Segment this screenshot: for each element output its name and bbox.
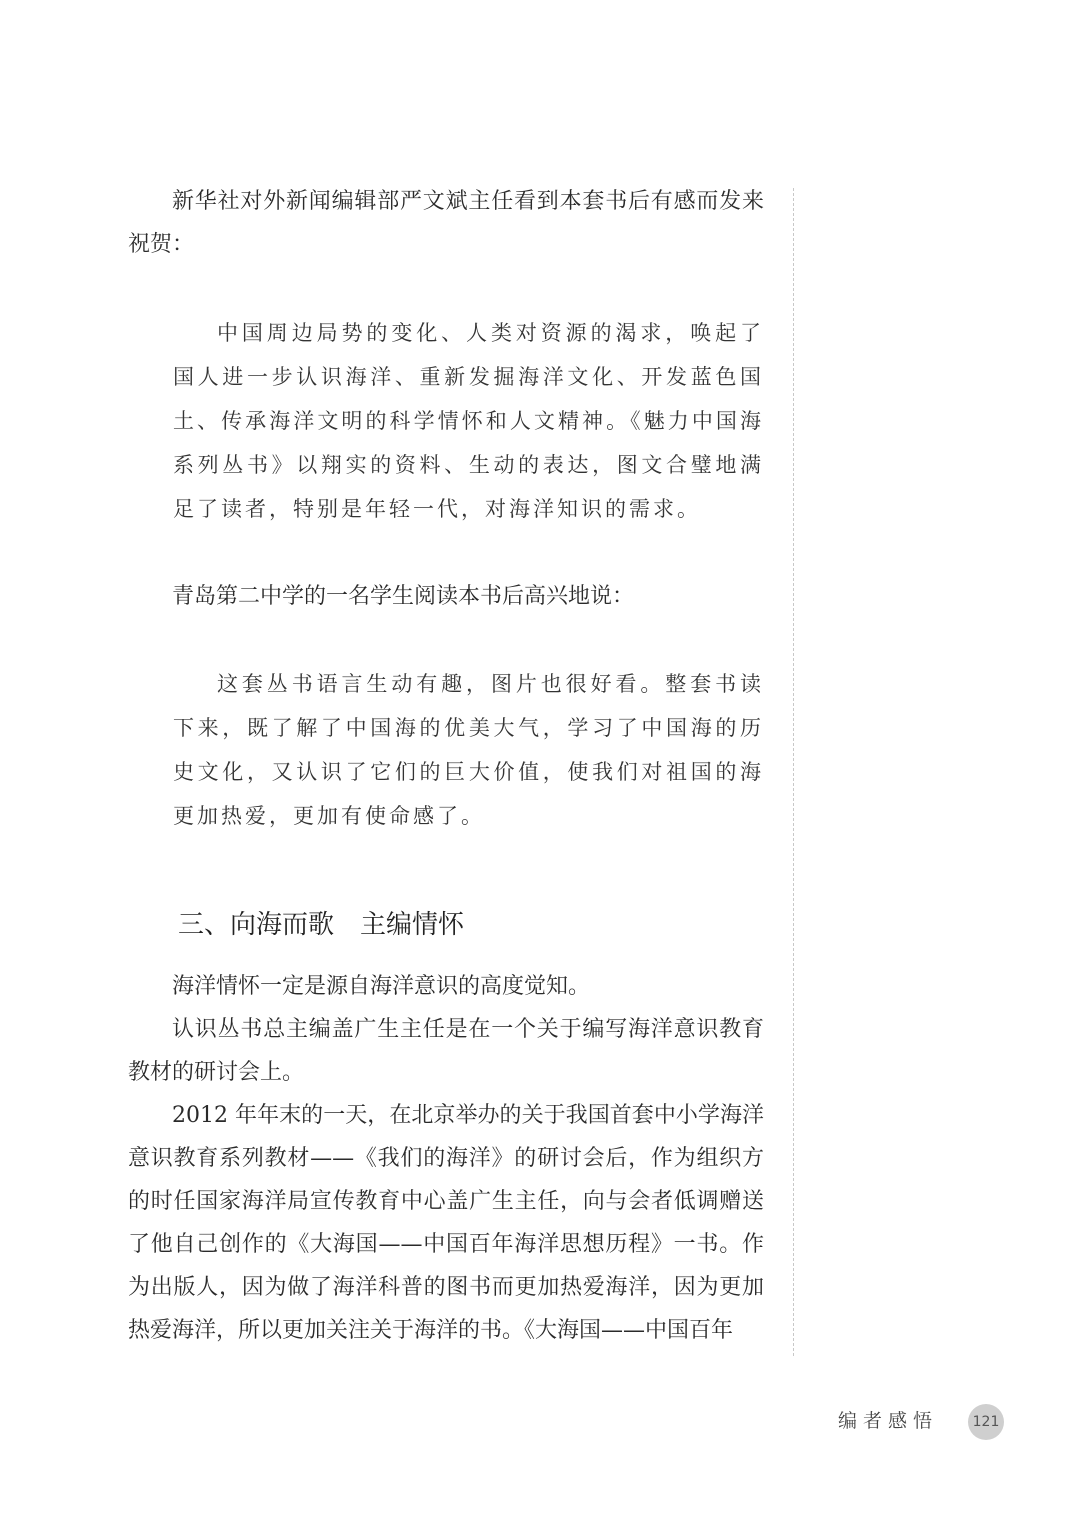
- paragraph-text: 海洋情怀一定是源自海洋意识的高度觉知。: [172, 974, 591, 999]
- running-footer-title: 编者感悟: [838, 1410, 939, 1432]
- margin-dashed-rule: [793, 188, 794, 1356]
- quote-block-1: 中国周边局势的变化、人类对资源的渴求，唤起了国人进一步认识海洋、重新发掘海洋文化、开发蓝色国土、传承海洋文明的科学情怀和人文精神。《魅力中国海系列丛书》以翔实的资料、生动的表达，图文合璧地满足了读者，特别是年轻一代，对海洋知识的需求。: [173, 321, 764, 521]
- paragraph-text: 青岛第二中学的一名学生阅读本书后高兴地说：: [172, 584, 635, 609]
- page-number-badge: 121: [968, 1404, 1004, 1440]
- intro-paragraph-1: [128, 180, 764, 266]
- body-paragraphs: [128, 965, 764, 1352]
- quote-block-2: 这套丛书语言生动有趣，图片也很好看。整套书读下来，既了解了中国海的优美大气，学习了中国海的历史文化，又认识了它们的巨大价值，使我们对祖国的海更加热爱，更加有使命感了。: [173, 672, 764, 828]
- paragraph-text: 认识丛书总主编盖广生主任是在一个关于编写海洋意识教育教材的研讨会上。: [128, 1017, 764, 1085]
- intro-paragraph-2: [128, 575, 764, 618]
- paragraph-text: 新华社对外新闻编辑部严文斌主任看到本套书后有感而发来祝贺：: [128, 189, 764, 257]
- paragraph-text: 2012 年年末的一天，在北京举办的关于我国首套中小学海洋意识教育系列教材——《我们的海洋》的研讨会后，作为组织方的时任国家海洋局宣传教育中心盖广生主任，向与会者低调赠送了他自己创作的《大海国——中国百年海洋思想历程》一书。作为出版人，因为做了海洋科普的图书而更加热爱海洋，因为更加热爱海洋，所以更加关注关于海洋的书。《大海国——中国百年: [128, 1103, 764, 1343]
- section-heading: 三、向海而歌 主编情怀: [178, 910, 465, 940]
